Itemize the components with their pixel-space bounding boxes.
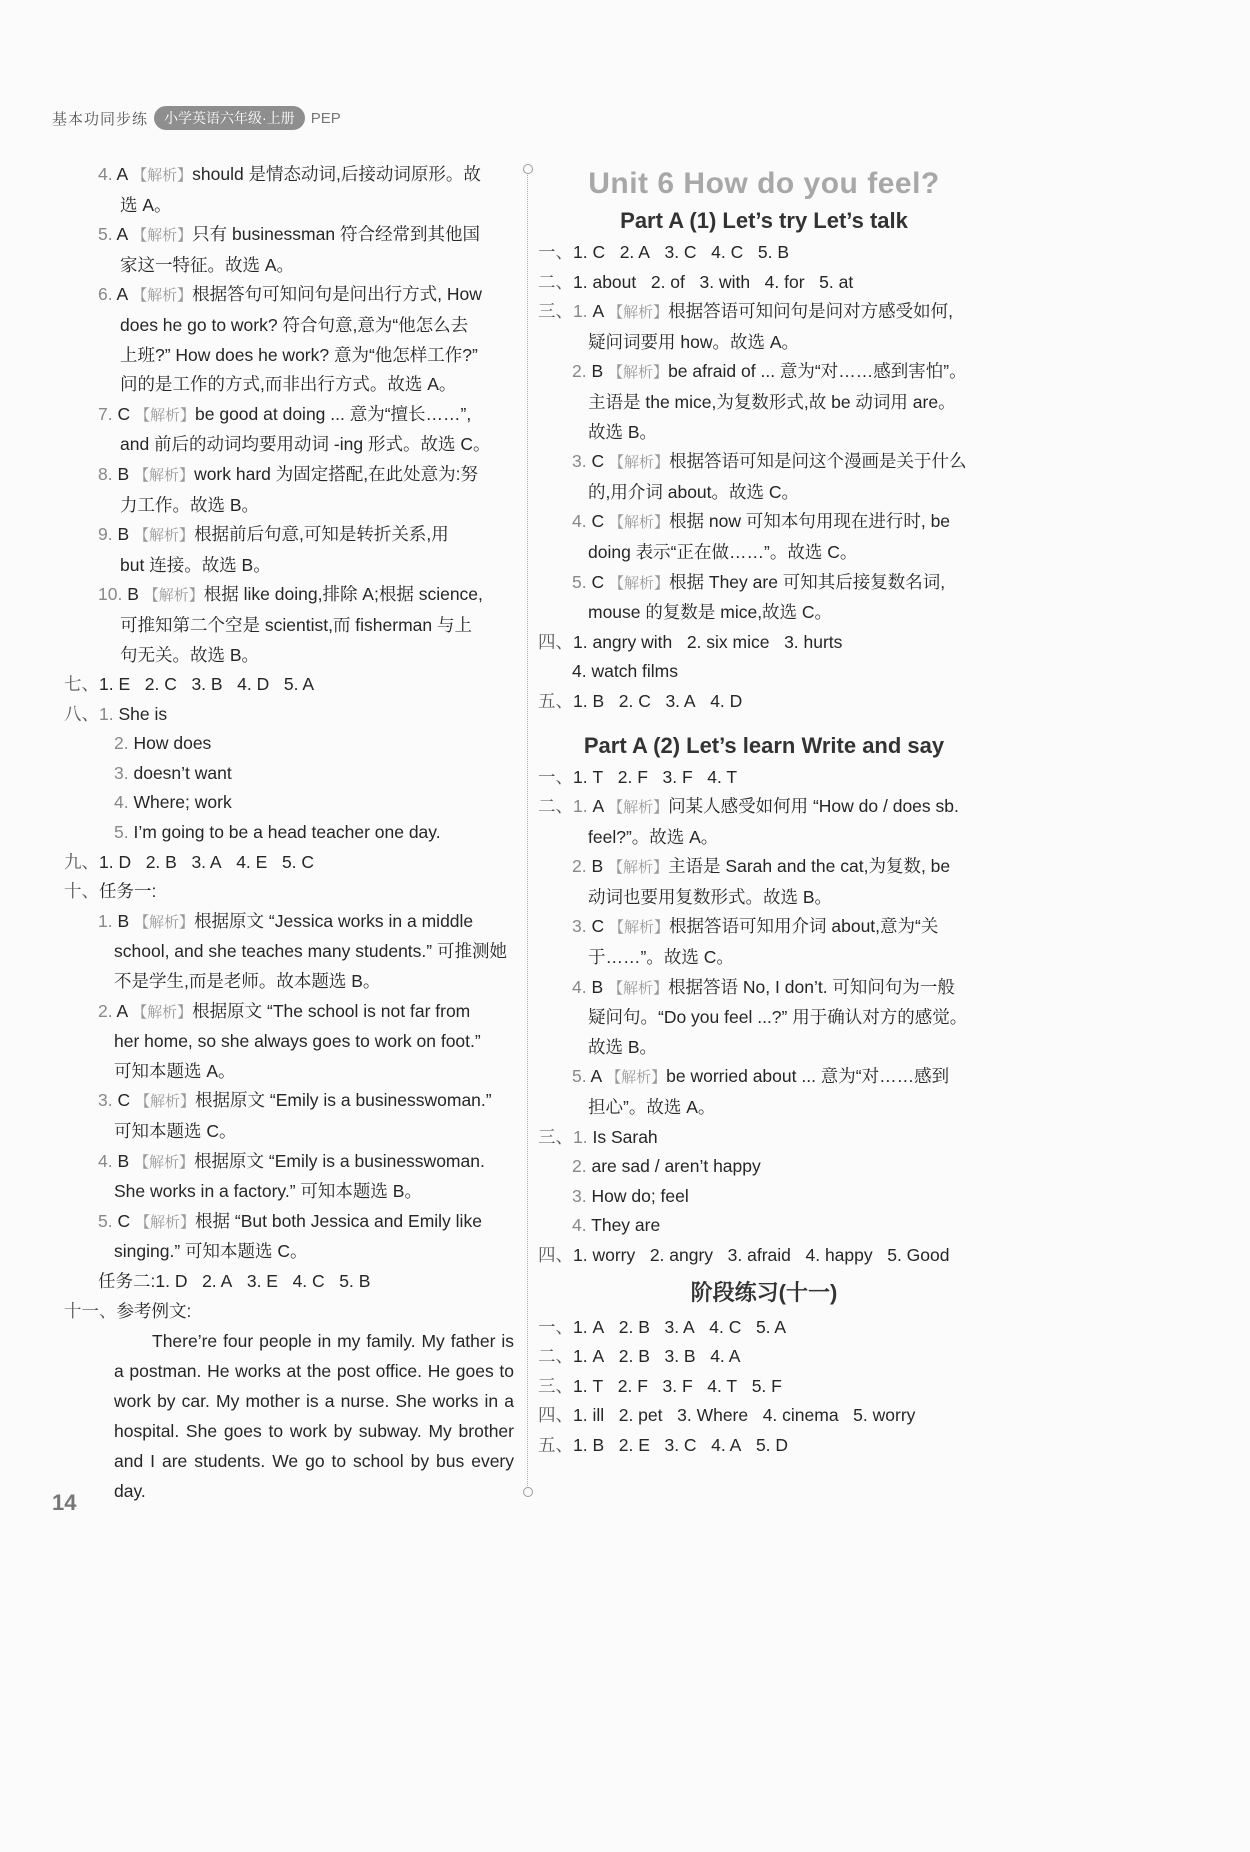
answer-item: 5. A 【解析】be worried about ... 意为“对……感到: [572, 1066, 950, 1087]
answer-continuation: mouse 的复数是 mice,故选 C。: [588, 602, 833, 623]
series-name: 基本功同步练: [52, 110, 149, 128]
stage-title: 阶段练习(十一): [690, 1279, 838, 1305]
edition-label: PEP: [310, 109, 341, 127]
answer-continuation: but 连接。故选 B。: [120, 554, 271, 575]
column-divider: [527, 168, 528, 1490]
answer-item: 3. C 【解析】根据答语可知是问这个漫画是关于什么: [572, 451, 967, 472]
answer-item: 3. C 【解析】根据答语可知用介词 about,意为“关: [572, 916, 939, 937]
answer-item: 三、1. A 【解析】根据答语可知问句是问对方感受如何,: [538, 301, 953, 322]
section-5: 五、1. B 2. E 3. C 4. A 5. D: [538, 1434, 789, 1455]
section-4: 四、1. worry 2. angry 3. afraid 4. happy 5. Good: [538, 1245, 950, 1265]
answer-item: 2. B 【解析】be afraid of ... 意为“对……感到害怕”。: [572, 361, 967, 382]
answer-item: 2. A 【解析】根据原文 “The school is not far from: [98, 1000, 471, 1021]
section-4: 四、1. ill 2. pet 3. Where 4. cinema 5. worry: [538, 1405, 916, 1426]
answer-continuation: 力工作。故选 B。: [120, 494, 260, 515]
section-9: 九、1. D 2. B 3. A 4. E 5. C: [64, 851, 315, 872]
section-5: 五、1. B 2. C 3. A 4. D: [538, 690, 743, 711]
section-11: 十一、参考例文:: [64, 1300, 192, 1321]
list-item: 2. How does: [114, 733, 212, 754]
answer-continuation: 疑问词要用 how。故选 A。: [588, 331, 799, 352]
answer-item: 9. B 【解析】根据前后句意,可知是转折关系,用: [98, 524, 449, 545]
answer-item: 1. B 【解析】根据原文 “Jessica works in a middle: [98, 910, 474, 931]
answer-item: 3. C 【解析】根据原文 “Emily is a businesswoman.”: [98, 1090, 492, 1111]
unit-title: Unit 6 How do you feel?: [588, 167, 940, 200]
list-item: 5. I’m going to be a head teacher one day.: [114, 822, 441, 843]
answer-continuation: 家这一特征。故选 A。: [120, 254, 295, 275]
answer-continuation: 于……”。故选 C。: [588, 947, 734, 968]
answer-continuation: does he go to work? 符合句意,意为“他怎么去: [120, 314, 469, 335]
answer-continuation: 疑问句。“Do you feel ...?” 用于确认对方的感觉。: [588, 1007, 968, 1028]
answer-continuation: 不是学生,而是老师。故本题选 B。: [114, 971, 381, 992]
answer-item: 4. A 【解析】should 是情态动词,后接动词原形。故: [98, 164, 481, 184]
right-column: [538, 160, 990, 1461]
list-item: 4. Where; work: [114, 792, 232, 813]
answer-continuation: 选 A。: [120, 194, 172, 215]
answer-continuation: 担心”。故选 A。: [588, 1097, 716, 1118]
answer-item: 5. A 【解析】只有 businessman 符合经常到其他国: [98, 224, 480, 245]
list-item: 4. watch films: [572, 661, 678, 682]
answer-item: 5. C 【解析】根据 “But both Jessica and Emily like: [98, 1210, 482, 1231]
answer-item: 7. C 【解析】be good at doing ... 意为“擅长……”,: [98, 403, 472, 424]
part-title: Part A (1) Let’s try Let’s talk: [620, 208, 908, 233]
list-item: 4. They are: [572, 1215, 661, 1236]
section-2: 二、1. about 2. of 3. with 4. for 5. at: [538, 271, 854, 292]
divider-dot-top: [523, 164, 533, 174]
answer-continuation: 可知本题选 A。: [114, 1060, 236, 1081]
book-badge: 小学英语六年级·上册: [154, 106, 305, 130]
page-header: [52, 106, 341, 130]
answer-continuation: 可推知第二个空是 scientist,而 fisherman 与上: [120, 614, 472, 635]
answer-continuation: feel?”。故选 A。: [588, 826, 719, 847]
answer-continuation: 句无关。故选 B。: [120, 644, 260, 665]
answer-continuation: She works in a factory.” 可知本题选 B。: [114, 1181, 422, 1202]
answer-item: 6. A 【解析】根据答句可知问句是问出行方式, How: [98, 284, 482, 305]
answer-continuation: and 前后的动词均要用动词 -ing 形式。故选 C。: [120, 434, 491, 455]
answer-item: 4. C 【解析】根据 now 可知本句用现在进行时, be: [572, 511, 951, 532]
left-column: [64, 160, 516, 1506]
answer-continuation: school, and she teaches many students.” 可推测她: [114, 941, 507, 962]
section-7: 七、1. E 2. C 3. B 4. D 5. A: [64, 674, 315, 695]
sample-essay: There’re four people in my family. My father is a postman. He works at the post office. He goes to work by car. My mother is a nurse. She works in a hospital. She goes to work by subway. My brother and I are students. We go to school by bus every day.: [114, 1331, 514, 1502]
answer-item: 5. C 【解析】根据 They are 可知其后接复数名词,: [572, 571, 946, 592]
section-1: 一、1. T 2. F 3. F 4. T: [538, 766, 738, 787]
page-number: 14: [52, 1490, 77, 1515]
section-2: 二、1. A 2. B 3. B 4. A: [538, 1346, 741, 1367]
answer-item: 4. B 【解析】根据原文 “Emily is a businesswoman.: [98, 1150, 485, 1171]
answer-continuation: 动词也要用复数形式。故选 B。: [588, 886, 833, 907]
section-1: 一、1. A 2. B 3. A 4. C 5. A: [538, 1316, 787, 1337]
divider-dot-bottom: [523, 1487, 533, 1497]
answer-continuation: 故选 B。: [588, 421, 658, 442]
answer-item: 4. B 【解析】根据答语 No, I don’t. 可知问句为一般: [572, 976, 955, 997]
answer-item: 二、1. A 【解析】问某人感受如何用 “How do / does sb.: [538, 796, 959, 817]
list-item: 3. doesn’t want: [114, 762, 232, 783]
section-3: 三、1. Is Sarah: [538, 1126, 658, 1147]
part-title: Part A (2) Let’s learn Write and say: [583, 732, 945, 758]
answer-continuation: 问的是工作的方式,而非出行方式。故选 A。: [120, 374, 457, 395]
answer-continuation: her home, so she always goes to work on foot.”: [114, 1031, 481, 1052]
task2-line: 任务二:1. D 2. A 3. E 4. C 5. B: [98, 1270, 371, 1291]
answer-item: 8. B 【解析】work hard 为固定搭配,在此处意为:努: [98, 463, 478, 484]
answer-continuation: 的,用介词 about。故选 C。: [588, 481, 800, 502]
answer-continuation: 可知本题选 C。: [114, 1121, 237, 1141]
answer-continuation: singing.” 可知本题选 C。: [114, 1241, 308, 1262]
answer-continuation: 故选 B。: [588, 1036, 658, 1057]
section-10: 十、任务一:: [64, 881, 157, 902]
section-3: 三、1. T 2. F 3. F 4. T 5. F: [538, 1375, 782, 1396]
answer-continuation: doing 表示“正在做……”。故选 C。: [588, 541, 858, 562]
answer-item: 10. B 【解析】根据 like doing,排除 A;根据 science,: [98, 584, 483, 605]
section-8: 八、1. She is: [64, 703, 168, 724]
section-4: 四、1. angry with 2. six mice 3. hurts: [538, 631, 843, 652]
list-item: 3. How do; feel: [572, 1185, 689, 1206]
answer-continuation: 上班?” How does he work? 意为“他怎样工作?”: [120, 344, 478, 365]
section-1: 一、1. C 2. A 3. C 4. C 5. B: [538, 242, 790, 262]
answer-continuation: 主语是 the mice,为复数形式,故 be 动词用 are。: [588, 391, 956, 412]
list-item: 2. are sad / aren’t happy: [572, 1156, 761, 1177]
answer-item: 2. B 【解析】主语是 Sarah and the cat,为复数, be: [572, 856, 951, 877]
